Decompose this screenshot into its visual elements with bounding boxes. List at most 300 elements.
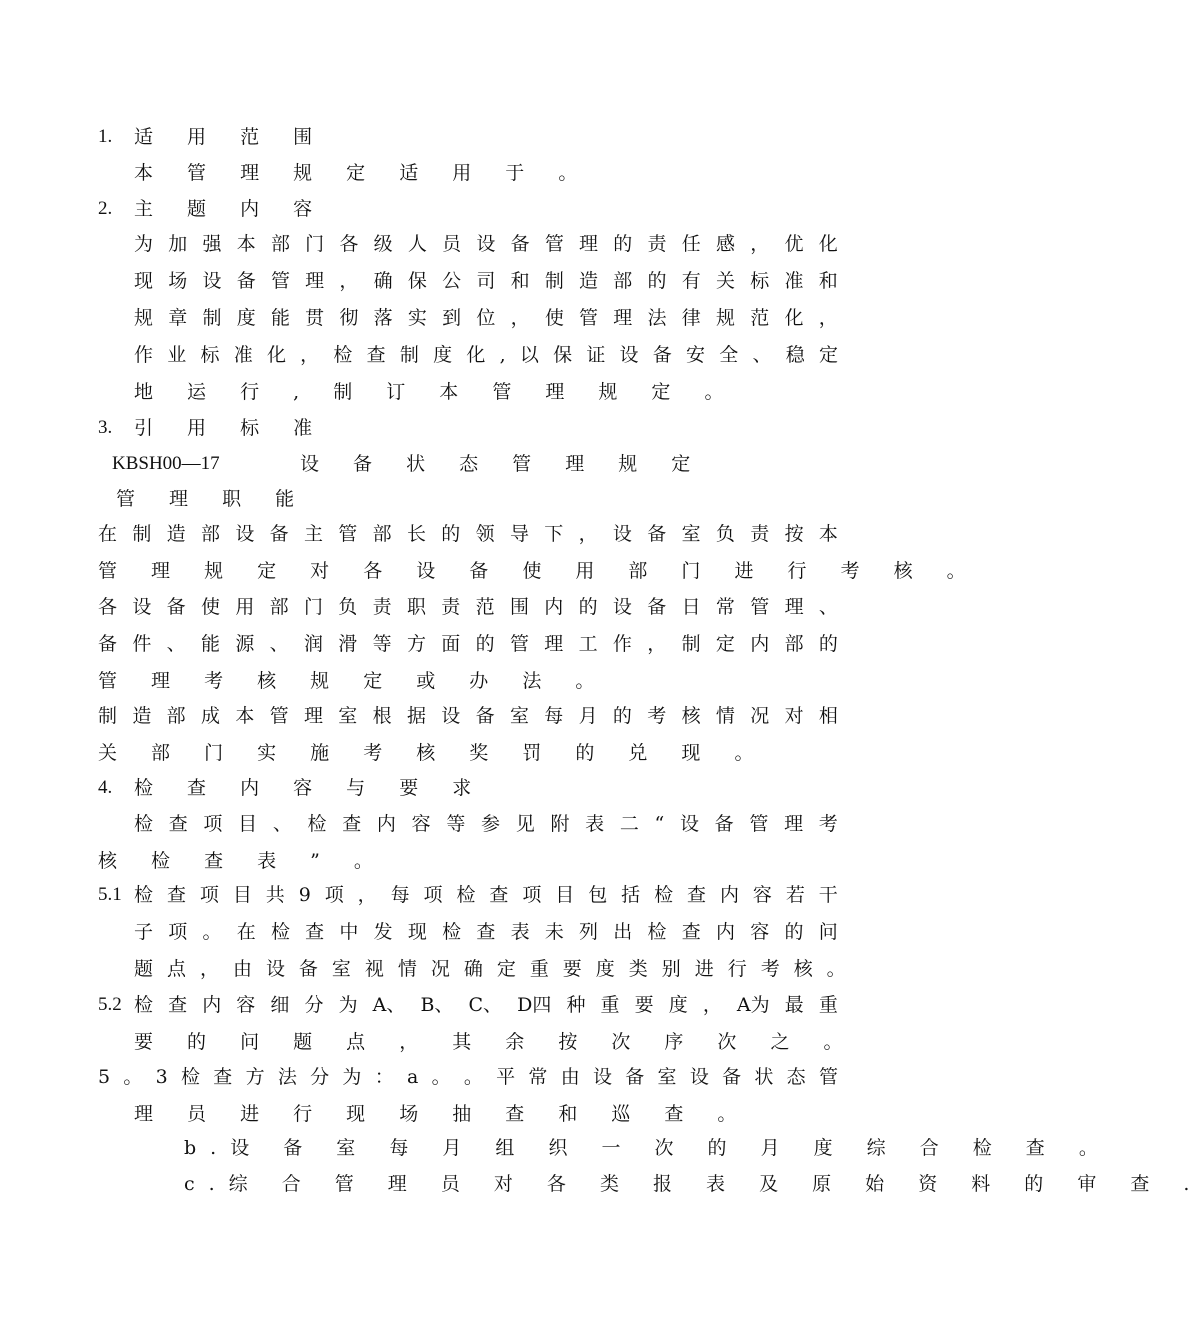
section-1-body: 本 管 理 规 定 适 用 于 。 bbox=[134, 162, 592, 184]
glyph: 检 bbox=[181, 1066, 201, 1088]
clause-5-3-item-b: b.设 备 室 每 月 组 织 一 次 的 月 度 综 合 检 查 。 bbox=[184, 1137, 1112, 1159]
glyph: 责 bbox=[750, 523, 770, 545]
glyph: 安 bbox=[686, 344, 706, 366]
glyph: 日 bbox=[681, 596, 701, 618]
glyph: ， bbox=[818, 307, 838, 329]
glyph: 项 bbox=[522, 884, 542, 906]
glyph: 理 bbox=[579, 233, 599, 255]
glyph: 部 bbox=[372, 523, 392, 545]
reference-code: KBSH00—17 bbox=[112, 453, 220, 474]
glyph: 问 bbox=[818, 921, 838, 943]
glyph: 现 bbox=[407, 921, 427, 943]
clause-5-3-item-c: c.综 合 管 理 员 对 各 类 报 表 及 原 始 资 料 的 审 查 . bbox=[184, 1173, 1203, 1195]
glyph: 范 bbox=[750, 307, 770, 329]
glyph: 室 bbox=[509, 705, 529, 727]
glyph: 方 bbox=[406, 633, 426, 655]
section-3-number: 3. bbox=[98, 417, 113, 438]
glyph: 稳 bbox=[785, 344, 805, 366]
glyph: 场 bbox=[168, 270, 188, 292]
duty-line: 管 理 规 定 对 各 设 备 使 用 部 门 进 行 考 核 。 bbox=[98, 560, 980, 582]
glyph: ， bbox=[647, 633, 667, 655]
glyph: 律 bbox=[681, 307, 701, 329]
glyph: 查 bbox=[687, 884, 707, 906]
glyph: 重 bbox=[529, 958, 549, 980]
glyph: 制 bbox=[544, 270, 564, 292]
glyph: 最 bbox=[784, 994, 804, 1016]
glyph: 室 bbox=[331, 958, 351, 980]
glyph: 源 bbox=[235, 633, 255, 655]
glyph: 等 bbox=[372, 633, 392, 655]
glyph: 容 bbox=[236, 994, 256, 1016]
glyph: 视 bbox=[364, 958, 384, 980]
glyph: 二 bbox=[619, 813, 639, 835]
glyph: 各 bbox=[98, 596, 118, 618]
glyph: 法 bbox=[277, 1066, 297, 1088]
glyph: 设 bbox=[592, 1066, 612, 1088]
glyph: 备 bbox=[236, 270, 256, 292]
glyph: 理 bbox=[303, 705, 323, 727]
glyph: 设 bbox=[689, 1066, 709, 1088]
glyph: 管 bbox=[269, 705, 289, 727]
clause-5-2-line bbox=[134, 992, 838, 1018]
glyph: 部 bbox=[784, 633, 804, 655]
glyph: 和 bbox=[818, 270, 838, 292]
glyph: 部 bbox=[200, 523, 220, 545]
glyph: 准 bbox=[233, 344, 253, 366]
section-4-number: 4. bbox=[98, 777, 113, 798]
glyph: 业 bbox=[167, 344, 187, 366]
glyph: 制 bbox=[132, 523, 152, 545]
clause-5-1-line bbox=[134, 882, 838, 908]
glyph: 有 bbox=[681, 270, 701, 292]
glyph: 室 bbox=[681, 523, 701, 545]
glyph: 件 bbox=[132, 633, 152, 655]
glyph: 要 bbox=[562, 958, 582, 980]
glyph: 项 bbox=[324, 884, 344, 906]
glyph: 内 bbox=[202, 994, 222, 1016]
glyph: 目 bbox=[232, 884, 252, 906]
glyph: 使 bbox=[200, 596, 220, 618]
glyph: 度 bbox=[595, 958, 615, 980]
glyph: 表 bbox=[510, 921, 530, 943]
glyph: 加 bbox=[168, 233, 188, 255]
glyph: 分 bbox=[310, 1066, 330, 1088]
glyph: 规 bbox=[134, 307, 154, 329]
glyph: 备 bbox=[722, 1066, 742, 1088]
glyph: 见 bbox=[515, 813, 535, 835]
glyph: B、 bbox=[420, 994, 454, 1016]
reference-title: 设 备 状 态 管 理 规 定 bbox=[300, 453, 705, 475]
glyph: 管 bbox=[750, 596, 770, 618]
glyph: 的 bbox=[784, 921, 804, 943]
glyph: 发 bbox=[373, 921, 393, 943]
glyph: 内 bbox=[750, 633, 770, 655]
section-2-line bbox=[134, 268, 838, 294]
glyph: 备 bbox=[652, 344, 672, 366]
glyph: 查 bbox=[168, 994, 188, 1016]
glyph: 平 bbox=[496, 1066, 516, 1088]
glyph: ， bbox=[357, 884, 377, 906]
glyph: 干 bbox=[818, 884, 838, 906]
glyph: 部 bbox=[166, 705, 186, 727]
glyph: 为 bbox=[342, 1066, 362, 1088]
glyph: 定 bbox=[818, 344, 838, 366]
glyph: 公 bbox=[442, 270, 462, 292]
glyph: 保 bbox=[407, 270, 427, 292]
clause-5-2-number: 5.2 bbox=[98, 994, 122, 1015]
glyph: 检 bbox=[442, 921, 462, 943]
glyph: 责 bbox=[441, 596, 461, 618]
glyph: 职 bbox=[406, 596, 426, 618]
glyph: “ bbox=[654, 813, 665, 835]
glyph: 重 bbox=[818, 994, 838, 1016]
glyph: 工 bbox=[578, 633, 598, 655]
glyph: ， bbox=[300, 344, 320, 366]
glyph: 设 bbox=[679, 813, 699, 835]
glyph: 级 bbox=[373, 233, 393, 255]
glyph: 全 bbox=[719, 344, 739, 366]
glyph: 共 bbox=[265, 884, 285, 906]
glyph: 检 bbox=[333, 344, 353, 366]
glyph: 内 bbox=[544, 596, 564, 618]
glyph: 本 bbox=[818, 523, 838, 545]
glyph: 贯 bbox=[305, 307, 325, 329]
glyph: 门 bbox=[303, 596, 323, 618]
glyph: 部 bbox=[270, 233, 290, 255]
glyph: 现 bbox=[134, 270, 154, 292]
glyph: 成 bbox=[200, 705, 220, 727]
glyph: 要 bbox=[634, 994, 654, 1016]
glyph: 人 bbox=[407, 233, 427, 255]
glyph: 包 bbox=[588, 884, 608, 906]
glyph: 范 bbox=[475, 596, 495, 618]
glyph: 内 bbox=[715, 921, 735, 943]
glyph: 导 bbox=[509, 523, 529, 545]
glyph: 门 bbox=[305, 233, 325, 255]
clause-5-1-line bbox=[134, 919, 838, 945]
glyph: 设 bbox=[612, 596, 632, 618]
section-2-line bbox=[134, 231, 838, 257]
glyph: 度 bbox=[668, 994, 688, 1016]
glyph: 项 bbox=[423, 884, 443, 906]
duty-line bbox=[98, 703, 838, 729]
section-4-line bbox=[134, 811, 838, 837]
glyph: 化 bbox=[784, 307, 804, 329]
glyph: 保 bbox=[553, 344, 573, 366]
glyph: 常 bbox=[715, 596, 735, 618]
glyph: ： bbox=[374, 1066, 394, 1088]
glyph: 感 bbox=[715, 233, 735, 255]
glyph: 、 bbox=[272, 813, 292, 835]
section-1-title: 适 用 范 围 bbox=[134, 126, 327, 148]
glyph: 核 bbox=[793, 958, 813, 980]
glyph: 理 bbox=[784, 596, 804, 618]
glyph: 备 bbox=[269, 523, 289, 545]
glyph: 部 bbox=[613, 270, 633, 292]
glyph: 由 bbox=[232, 958, 252, 980]
glyph: 状 bbox=[754, 1066, 774, 1088]
glyph: 备 bbox=[510, 233, 530, 255]
duty-line bbox=[98, 521, 838, 547]
glyph: 若 bbox=[785, 884, 805, 906]
glyph: 围 bbox=[509, 596, 529, 618]
glyph: 方 bbox=[245, 1066, 265, 1088]
glyph: 理 bbox=[613, 307, 633, 329]
glyph: 化 bbox=[266, 344, 286, 366]
glyph: 备 bbox=[298, 958, 318, 980]
glyph: 和 bbox=[510, 270, 530, 292]
glyph: 证 bbox=[586, 344, 606, 366]
glyph: 制 bbox=[98, 705, 118, 727]
glyph: 管 bbox=[544, 233, 564, 255]
glyph: 部 bbox=[269, 596, 289, 618]
glyph: 3 bbox=[155, 1066, 168, 1088]
glyph: 本 bbox=[236, 233, 256, 255]
glyph: 理 bbox=[544, 633, 564, 655]
glyph: 任 bbox=[681, 233, 701, 255]
glyph: 由 bbox=[560, 1066, 580, 1088]
glyph: 长 bbox=[406, 523, 426, 545]
glyph: 用 bbox=[235, 596, 255, 618]
glyph: 员 bbox=[442, 233, 462, 255]
glyph: 分 bbox=[304, 994, 324, 1016]
glyph: 每 bbox=[544, 705, 564, 727]
section-4-line: 核 检 查 表 ” 。 bbox=[98, 850, 387, 872]
section-1-number: 1. bbox=[98, 126, 113, 147]
glyph: 化 bbox=[818, 233, 838, 255]
glyph: 检 bbox=[456, 884, 476, 906]
glyph: 制 bbox=[681, 633, 701, 655]
duty-line: 关 部 门 实 施 考 核 奖 罚 的 兑 现 。 bbox=[98, 742, 768, 764]
glyph: 管 bbox=[579, 307, 599, 329]
glyph: 关 bbox=[715, 270, 735, 292]
glyph: 的 bbox=[613, 233, 633, 255]
duty-line: 管 理 考 核 规 定 或 办 法 。 bbox=[98, 670, 609, 692]
glyph: 子 bbox=[134, 921, 154, 943]
glyph: 中 bbox=[339, 921, 359, 943]
glyph: ， bbox=[339, 270, 359, 292]
glyph: 题 bbox=[134, 958, 154, 980]
glyph: 容 bbox=[750, 921, 770, 943]
section-3-title: 引 用 标 准 bbox=[134, 417, 327, 439]
glyph: 主 bbox=[303, 523, 323, 545]
glyph: 标 bbox=[750, 270, 770, 292]
glyph: 标 bbox=[200, 344, 220, 366]
glyph: 项 bbox=[199, 884, 219, 906]
glyph: 准 bbox=[784, 270, 804, 292]
glyph: 作 bbox=[134, 344, 154, 366]
section-2-title: 主 题 内 容 bbox=[134, 198, 327, 220]
glyph: 内 bbox=[719, 884, 739, 906]
glyph: 态 bbox=[786, 1066, 806, 1088]
glyph: 管 bbox=[749, 813, 769, 835]
glyph: ， bbox=[578, 523, 598, 545]
glyph: 附 bbox=[550, 813, 570, 835]
glyph: 管 bbox=[509, 633, 529, 655]
glyph: 情 bbox=[397, 958, 417, 980]
clause-5-3-line: 理 员 进 行 现 场 抽 查 和 巡 查 。 bbox=[134, 1103, 751, 1125]
glyph: a bbox=[406, 1066, 419, 1088]
glyph: 项 bbox=[203, 813, 223, 835]
glyph: 的 bbox=[818, 633, 838, 655]
glyph: 下 bbox=[544, 523, 564, 545]
glyph: 管 bbox=[270, 270, 290, 292]
glyph: 内 bbox=[376, 813, 396, 835]
glyph: 情 bbox=[715, 705, 735, 727]
glyph: 落 bbox=[373, 307, 393, 329]
glyph: 室 bbox=[657, 1066, 677, 1088]
glyph: 化 bbox=[466, 344, 486, 366]
glyph: 位 bbox=[476, 307, 496, 329]
glyph: 定 bbox=[715, 633, 735, 655]
glyph: 等 bbox=[446, 813, 466, 835]
glyph: 备 bbox=[166, 596, 186, 618]
glyph: 检 bbox=[654, 884, 674, 906]
glyph: 核 bbox=[681, 705, 701, 727]
duty-line bbox=[98, 631, 838, 657]
glyph: 度 bbox=[433, 344, 453, 366]
glyph: D四 bbox=[517, 994, 552, 1016]
glyph: 重 bbox=[600, 994, 620, 1016]
duty-line bbox=[98, 594, 838, 620]
glyph: 根 bbox=[372, 705, 392, 727]
glyph: 查 bbox=[168, 813, 188, 835]
glyph: 相 bbox=[818, 705, 838, 727]
glyph: 能 bbox=[270, 307, 290, 329]
glyph: 行 bbox=[727, 958, 747, 980]
glyph: 能 bbox=[200, 633, 220, 655]
glyph: 容 bbox=[411, 813, 431, 835]
glyph: 备 bbox=[714, 813, 734, 835]
glyph: 检 bbox=[134, 813, 154, 835]
glyph: 本 bbox=[235, 705, 255, 727]
glyph: 设 bbox=[612, 523, 632, 545]
glyph: ， bbox=[510, 307, 530, 329]
glyph: 确 bbox=[463, 958, 483, 980]
glyph: 据 bbox=[406, 705, 426, 727]
glyph: 备 bbox=[625, 1066, 645, 1088]
glyph: 使 bbox=[544, 307, 564, 329]
glyph: 、 bbox=[818, 596, 838, 618]
glyph: C、 bbox=[468, 994, 503, 1016]
glyph: 备 bbox=[475, 705, 495, 727]
glyph: 。 bbox=[202, 921, 222, 943]
glyph: 查 bbox=[342, 813, 362, 835]
glyph: 在 bbox=[98, 523, 118, 545]
glyph: 规 bbox=[715, 307, 735, 329]
glyph: 的 bbox=[612, 705, 632, 727]
duty-title: 管 理 职 能 bbox=[116, 488, 309, 510]
glyph: 类 bbox=[628, 958, 648, 980]
glyph: 设 bbox=[202, 270, 222, 292]
glyph: 检 bbox=[134, 884, 154, 906]
glyph: 点 bbox=[166, 958, 186, 980]
glyph: 表 bbox=[585, 813, 605, 835]
glyph: ， bbox=[750, 233, 770, 255]
glyph: 况 bbox=[430, 958, 450, 980]
glyph: 管 bbox=[338, 523, 358, 545]
glyph: 检 bbox=[134, 994, 154, 1016]
glyph: 考 bbox=[760, 958, 780, 980]
glyph: 领 bbox=[475, 523, 495, 545]
glyph: 5 bbox=[98, 1066, 111, 1088]
glyph: 彻 bbox=[339, 307, 359, 329]
glyph: 责 bbox=[647, 233, 667, 255]
glyph: , bbox=[499, 344, 506, 366]
glyph: 设 bbox=[476, 233, 496, 255]
glyph: 的 bbox=[647, 270, 667, 292]
glyph: 。 bbox=[826, 958, 846, 980]
glyph: 备 bbox=[98, 633, 118, 655]
glyph: 、 bbox=[752, 344, 772, 366]
glyph: 制 bbox=[399, 344, 419, 366]
glyph: 括 bbox=[621, 884, 641, 906]
section-2-line bbox=[134, 305, 838, 331]
glyph: 考 bbox=[647, 705, 667, 727]
glyph: 润 bbox=[303, 633, 323, 655]
clause-5-1-line bbox=[134, 956, 846, 982]
section-2-line: 地 运 行 , 制 订 本 管 理 规 定 。 bbox=[134, 381, 738, 403]
glyph: 设 bbox=[132, 596, 152, 618]
glyph: 优 bbox=[784, 233, 804, 255]
glyph: 管 bbox=[818, 1066, 838, 1088]
glyph: 的 bbox=[441, 523, 461, 545]
glyph: 别 bbox=[661, 958, 681, 980]
glyph: 考 bbox=[818, 813, 838, 835]
clause-5-3-line bbox=[98, 1064, 838, 1090]
glyph: 强 bbox=[202, 233, 222, 255]
glyph: 检 bbox=[647, 921, 667, 943]
glyph: 备 bbox=[647, 596, 667, 618]
glyph: 、 bbox=[269, 633, 289, 655]
glyph: 况 bbox=[750, 705, 770, 727]
glyph: 查 bbox=[166, 884, 186, 906]
glyph: 9 bbox=[298, 884, 311, 906]
glyph: 备 bbox=[647, 523, 667, 545]
glyph: 种 bbox=[566, 994, 586, 1016]
glyph: 设 bbox=[441, 705, 461, 727]
glyph: ， bbox=[199, 958, 219, 980]
glyph: 进 bbox=[694, 958, 714, 980]
glyph: 、 bbox=[166, 633, 186, 655]
glyph: 负 bbox=[715, 523, 735, 545]
glyph: 目 bbox=[555, 884, 575, 906]
glyph: 到 bbox=[442, 307, 462, 329]
glyph: 负 bbox=[338, 596, 358, 618]
glyph: 理 bbox=[784, 813, 804, 835]
glyph: 。 bbox=[431, 1066, 451, 1088]
clause-5-2-line: 要 的 问 题 点 ， 其 余 按 次 序 次 之 。 bbox=[134, 1031, 857, 1053]
glyph: 列 bbox=[579, 921, 599, 943]
glyph: 参 bbox=[481, 813, 501, 835]
glyph: 未 bbox=[544, 921, 564, 943]
glyph: 造 bbox=[579, 270, 599, 292]
section-4-title: 检 查 内 容 与 要 求 bbox=[134, 777, 486, 799]
glyph: 出 bbox=[613, 921, 633, 943]
glyph: 项 bbox=[168, 921, 188, 943]
glyph: 为 bbox=[338, 994, 358, 1016]
glyph: 容 bbox=[752, 884, 772, 906]
glyph: ， bbox=[702, 994, 722, 1016]
glyph: 各 bbox=[339, 233, 359, 255]
glyph: 责 bbox=[372, 596, 392, 618]
glyph: 检 bbox=[307, 813, 327, 835]
glyph: 滑 bbox=[338, 633, 358, 655]
glyph: 法 bbox=[647, 307, 667, 329]
glyph: 司 bbox=[476, 270, 496, 292]
glyph: 查 bbox=[213, 1066, 233, 1088]
glyph: 的 bbox=[475, 633, 495, 655]
